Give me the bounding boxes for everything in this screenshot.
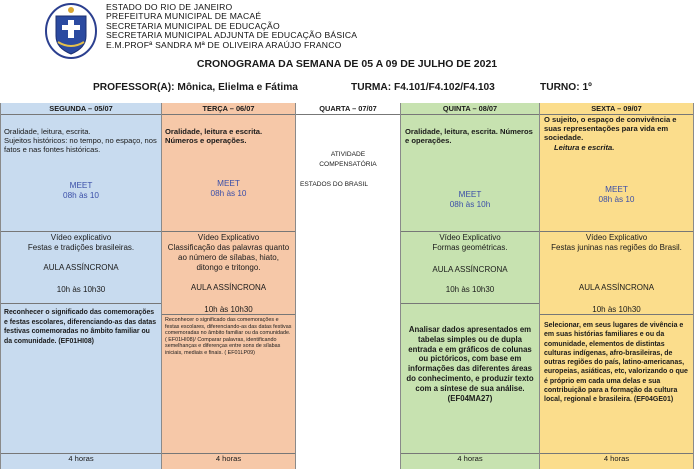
row-divider: [401, 231, 539, 232]
turno-info: TURNO: 1º: [540, 82, 592, 93]
column-header-quinta: QUINTA – 08/07: [401, 103, 539, 115]
terca-meet-label: MEET: [217, 179, 240, 188]
header-line-state: ESTADO DO RIO DE JANEIRO: [106, 2, 233, 12]
segunda-topic-line-2: Sujeitos históricos: no tempo, no espaço, nos fatos e nas fontes históricas.: [4, 136, 157, 155]
segunda-topic-line: Oralidade, leitura, escrita.: [4, 127, 91, 136]
quarta-activity: [296, 150, 400, 170]
quinta-meet-time: 08h às 10h: [449, 200, 491, 209]
segunda-video-label: Vídeo explicativo: [50, 233, 112, 242]
column-header-segunda: SEGUNDA – 05/07: [1, 103, 161, 115]
quarta-activity-line-2: COMPENSATÓRIA: [319, 161, 377, 168]
sexta-meet: [540, 185, 693, 205]
row-divider: [1, 231, 161, 232]
quinta-video: [401, 233, 539, 253]
segunda-video: [1, 233, 161, 253]
header-line-adjunct-secretariat: SECRETARIA MUNICIPAL ADJUNTA DE EDUCAÇÃO BÁSICA: [106, 30, 358, 41]
quinta-aula: AULA ASSÍNCRONA: [432, 265, 508, 274]
terca-video: [162, 233, 295, 273]
schedule-table: [0, 103, 694, 469]
segunda-video-desc: Festas e tradições brasileiras.: [27, 243, 135, 252]
professor-info: PROFESSOR(A): Mônica, Elielma e Fátima: [93, 82, 298, 93]
terca-video-label: Vídeo Explicativo: [197, 233, 260, 242]
segunda-meet-label: MEET: [69, 181, 93, 190]
column-header-quarta: QUARTA – 07/07: [296, 103, 400, 115]
header-line-school: E.M.PROFª SANDRA Mª DE OLIVEIRA ARAÚJO FRANCO: [106, 39, 342, 50]
sexta-meet-label: MEET: [605, 185, 628, 194]
segunda-meet: [1, 181, 161, 201]
column-sexta: [540, 103, 694, 469]
quinta-topic: Oralidade, leitura, escrita. Números e operações.: [405, 127, 533, 146]
sexta-topic: [540, 115, 693, 152]
terca-hours: 4 horas: [215, 454, 242, 463]
column-quarta: [296, 103, 401, 469]
terca-meet: [162, 179, 295, 199]
column-segunda: [0, 103, 162, 469]
terca-aula: AULA ASSÍNCRONA: [190, 283, 267, 292]
quarta-activity-line-3: ESTADOS DO BRASIL: [300, 181, 369, 188]
terca-skill: Reconhecer o significado das comemorações e festas escolares, diferenciando-as das datas festivas comemoradas no âmbito familiar ou da comunidade. ( EF01HI08)/ Comparar palavras, identificando semelhanças e diferenças entre sons de sílabas iniciais, mediais e finais. ( EF01LP09): [165, 317, 292, 356]
column-terca: [162, 103, 296, 469]
sexta-aula: AULA ASSÍNCRONA: [578, 283, 655, 292]
sexta-topic-line: O sujeito, o espaço de convivência e suas representações para vida em sociedade.: [544, 115, 677, 143]
sexta-video-desc: Festas juninas nas regiões do Brasil.: [551, 243, 682, 252]
quinta-meet: [401, 190, 539, 210]
quinta-skill: Analisar dados apresentados em tabelas simples ou de dupla entrada e em gráficos de colunas ou pictóricos, com base em informações das diferentes áreas do conhecimento, e produzir texto com a síntese de sua análise. (EF04MA27): [406, 325, 534, 403]
row-divider: [540, 314, 693, 315]
quinta-video-desc: Formas geométricas.: [432, 243, 508, 252]
sexta-topic-line-2: Leitura e escrita.: [554, 142, 615, 152]
segunda-hours: 4 horas: [68, 454, 94, 463]
sexta-aula-time: 10h às 10h30: [592, 305, 641, 314]
header-line-prefecture: PREFEITURA MUNICIPAL DE MACAÉ: [106, 11, 262, 22]
sexta-video: [540, 233, 693, 253]
row-divider: [401, 303, 539, 304]
quarta-activity-line-1: ATIVIDADE: [330, 151, 366, 158]
column-header-terca: TERÇA – 06/07: [162, 103, 295, 115]
school-emblem-logo: [44, 2, 98, 60]
segunda-skill: Reconhecer o significado das comemorações e festas escolares, diferenciando-as das datas festivas comemoradas no âmbito familiar ou da comunidade. (EF01HI08): [4, 309, 157, 345]
row-divider: [162, 314, 295, 315]
header-line-secretariat: SECRETARIA MUNICIPAL DE EDUCAÇÃO: [106, 20, 280, 31]
row-divider: [1, 303, 161, 304]
terca-meet-time: 08h às 10: [210, 189, 247, 198]
quinta-aula-time: 10h às 10h30: [445, 285, 495, 294]
sexta-video-label: Vídeo Explicativo: [585, 233, 648, 242]
sexta-meet-time: 08h às 10: [598, 195, 635, 204]
segunda-aula: AULA ASSÍNCRONA: [43, 263, 119, 272]
row-divider: [162, 231, 295, 232]
terca-video-desc: Classificação das palavras quanto ao número de sílabas, hiato, ditongo e tritongo.: [167, 243, 290, 272]
segunda-topic: [1, 127, 161, 155]
header-institution-lines: [106, 3, 357, 50]
sexta-hours: 4 horas: [603, 454, 630, 463]
terca-topic: Oralidade, leitura e escrita. Números e operações.: [165, 127, 263, 146]
sexta-skill: Selecionar, em seus lugares de vivência e em suas histórias familiares e ou da comunidade, elementos de distintas culturas indígenas, afro-brasileiras, de outras regiões do país, latino-americanas, europeias, asiáticas, etc, valorizando o que é próprio em cada uma delas e sua contribuição para a formação da cultura local, regional e brasileira. (EF04GE01): [544, 322, 688, 404]
turma-info: TURMA: F4.101/F4.102/F4.103: [351, 82, 495, 93]
quinta-meet-label: MEET: [458, 190, 482, 199]
segunda-meet-time: 08h às 10: [63, 191, 99, 200]
quinta-hours: 4 horas: [457, 454, 483, 463]
page-title: CRONOGRAMA DA SEMANA DE 05 A 09 DE JULHO DE 2021: [196, 58, 498, 70]
terca-aula-time: 10h às 10h30: [204, 305, 253, 314]
segunda-aula-time: 10h às 10h30: [56, 285, 106, 294]
column-quinta: [401, 103, 540, 469]
column-header-sexta: SEXTA – 09/07: [540, 103, 693, 115]
quinta-video-label: Vídeo Explicativo: [439, 233, 501, 242]
row-divider: [540, 231, 693, 232]
